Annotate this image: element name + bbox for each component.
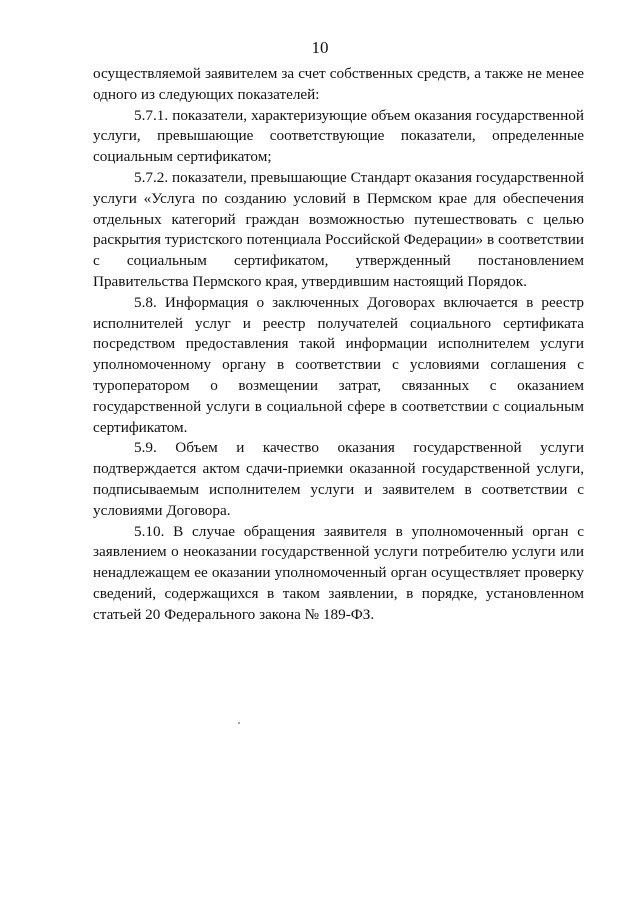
paragraph-intro: осуществляемой заявителем за счет собственных средств, а также не менее одного из следующих показателей: bbox=[93, 65, 584, 103]
paragraph-5-10: 5.10. В случае обращения заявителя в уполномоченный орган с заявлением о неоказании государственной услуги потребителю услуги или ненадлежащем ее оказании уполномоченный орган осуществляет проверку сведений, содержащихся в таком заявлении, в порядке, установленном статьей 20 Федерального закона № 189-ФЗ. bbox=[93, 522, 584, 623]
paragraph-5-7-1: 5.7.1. показатели, характеризующие объем оказания государственной услуги, превышающие соответствующие показатели, определенные социальным сертификатом; bbox=[93, 106, 584, 166]
scan-artifact-dot bbox=[238, 722, 240, 724]
page-number: 10 bbox=[311, 38, 329, 57]
paragraph-5-7-2: 5.7.2. показатели, превышающие Стандарт оказания государственной услуги «Услуга по созданию условий в Пермском крае для обеспечения отдельных категорий граждан возможностью путешествовать с целью раскрытия туристского потенциала Российской Федерации» в соответствии с социальным сертификатом, утвержденный постановлением Правительства Пермского края, утвердившим настоящий Порядок. bbox=[93, 168, 585, 290]
paragraph-5-8: 5.8. Информация о заключенных Договорах включается в реестр исполнителей услуг и реестр получателей социального сертификата посредством предоставления такой информации исполнителем услуги уполномоченному органу в соответствии с условиями соглашения с туроператором о возмещении затрат, связанных с оказанием государственной услуги в социальной сфере в соответствии с социальным сертификатом. bbox=[93, 293, 584, 436]
paragraph-5-9: 5.9. Объем и качество оказания государственной услуги подтверждается актом сдачи-приемки оказанной государственной услуги, подписываемым исполнителем услуги и заявителем в соответствии с условиями Договора. bbox=[93, 439, 584, 519]
document-body bbox=[93, 64, 584, 626]
